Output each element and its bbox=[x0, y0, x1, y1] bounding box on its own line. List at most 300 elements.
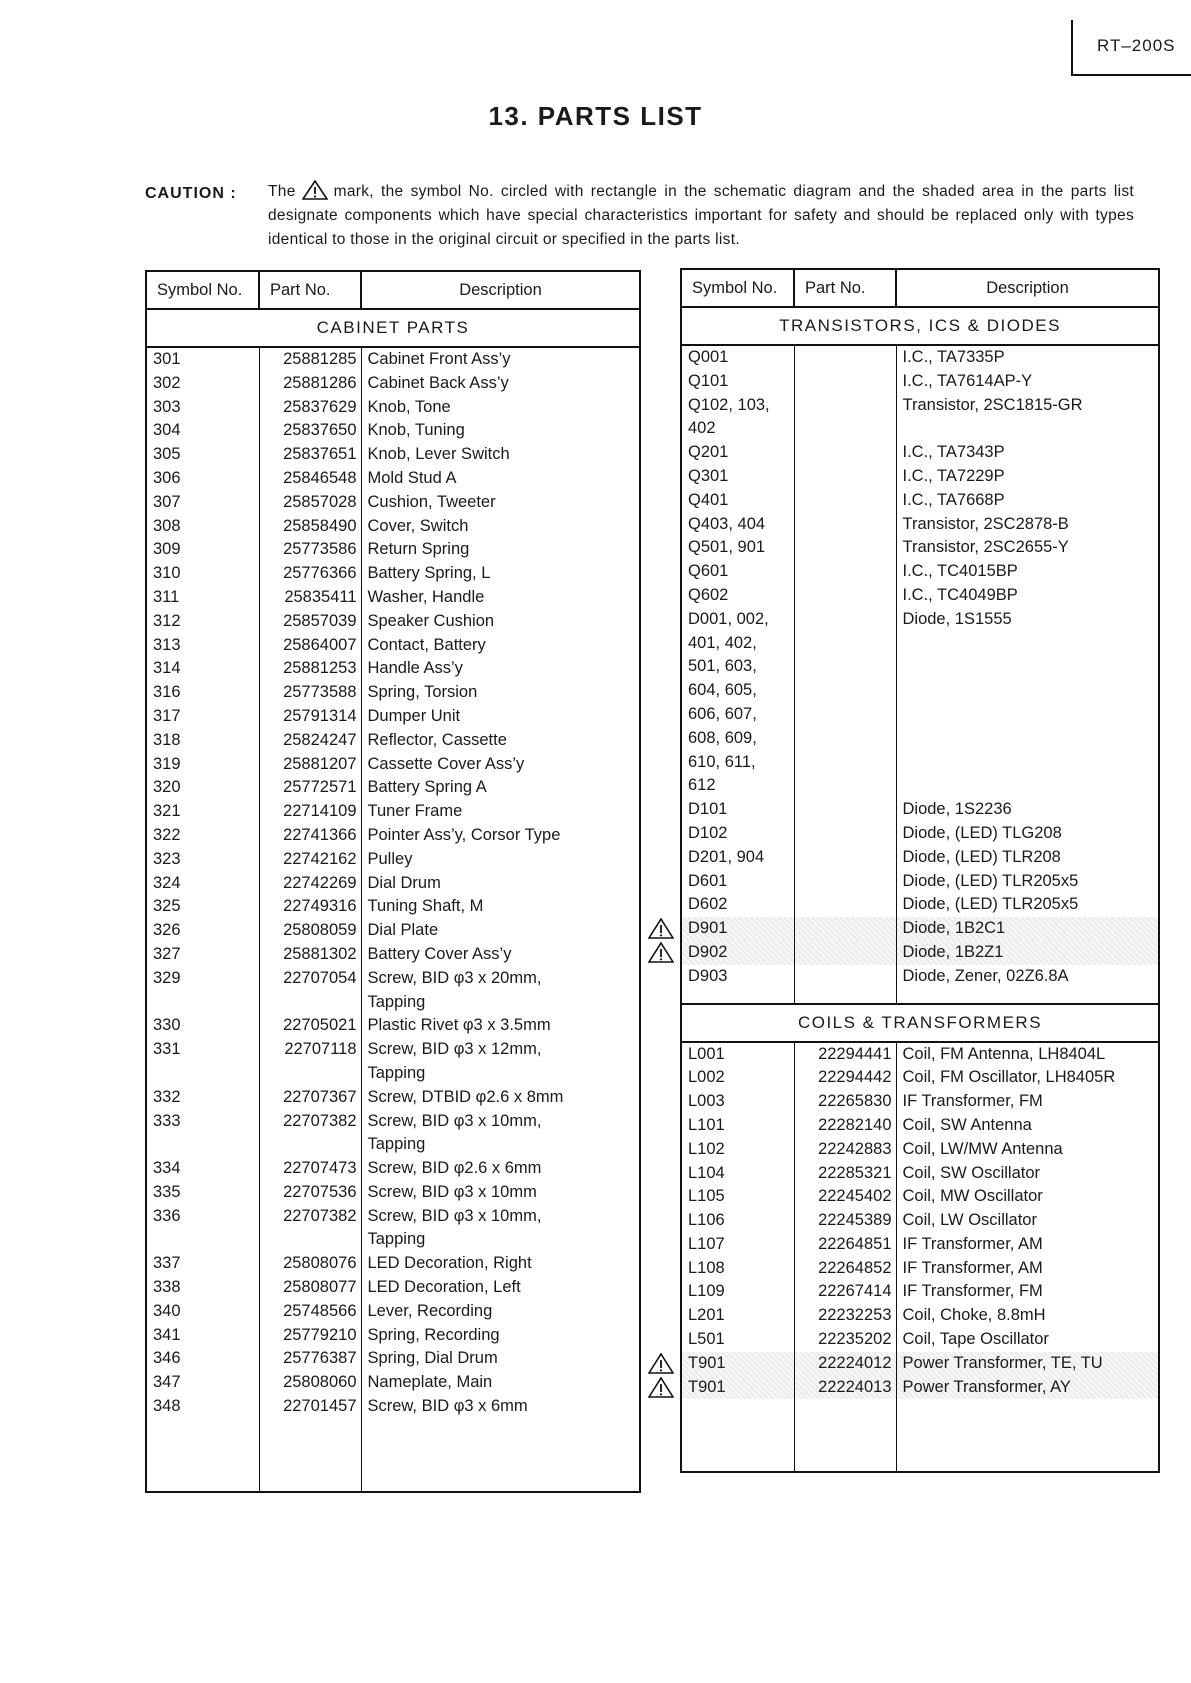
table-row bbox=[146, 1038, 640, 1062]
table-row bbox=[681, 1090, 1159, 1114]
description-cell-text: Screw, BID φ3 x 10mm bbox=[367, 1182, 537, 1201]
part-number-cell-text: 22707473 bbox=[283, 1159, 357, 1178]
description-cell-text: Coil, FM Oscillator, LH8405R bbox=[902, 1068, 1116, 1087]
description-cell bbox=[896, 679, 1159, 703]
description-cell-text: Screw, BID φ3 x 12mm, bbox=[367, 1040, 542, 1059]
description-cell bbox=[896, 703, 1159, 727]
symbol-cell-text: 318 bbox=[153, 730, 181, 749]
description-cell bbox=[361, 919, 640, 943]
part-number-cell bbox=[259, 1395, 361, 1419]
table-row bbox=[146, 943, 640, 967]
symbol-cell-text: 304 bbox=[153, 421, 181, 440]
symbol-cell-text: 321 bbox=[153, 802, 181, 821]
part-number-cell-text: 22232253 bbox=[818, 1306, 892, 1325]
description-cell bbox=[361, 1276, 640, 1300]
symbol-cell-text: Q403, 404 bbox=[688, 514, 766, 533]
part-number-cell-text: 25881253 bbox=[283, 659, 357, 678]
symbol-cell bbox=[681, 465, 794, 489]
symbol-cell bbox=[681, 798, 794, 822]
symbol-cell bbox=[681, 751, 794, 775]
part-number-cell-text: 25837629 bbox=[283, 397, 357, 416]
part-number-cell-text: 22294442 bbox=[818, 1068, 892, 1087]
description-cell-text: LED Decoration, Right bbox=[367, 1254, 532, 1273]
symbol-cell bbox=[146, 967, 259, 991]
empty-cell bbox=[794, 989, 896, 1004]
part-number-cell bbox=[259, 1324, 361, 1348]
model-number-box bbox=[1071, 20, 1191, 76]
caution-text bbox=[268, 180, 1134, 252]
part-number-cell-text: 25808060 bbox=[283, 1373, 357, 1392]
part-number-cell-text: 25881285 bbox=[283, 350, 357, 368]
description-cell bbox=[896, 345, 1159, 370]
description-cell bbox=[896, 941, 1159, 965]
part-number-cell bbox=[259, 1038, 361, 1062]
table-row bbox=[146, 657, 640, 681]
part-number-cell bbox=[259, 681, 361, 705]
symbol-cell bbox=[681, 489, 794, 513]
page-title: 13. PARTS LIST bbox=[488, 101, 703, 131]
description-cell bbox=[361, 396, 640, 420]
part-column-header: Part No. bbox=[259, 271, 361, 309]
part-number-cell bbox=[259, 753, 361, 777]
part-number-cell bbox=[259, 1062, 361, 1086]
symbol-cell bbox=[146, 753, 259, 777]
symbol-cell-text: 338 bbox=[153, 1278, 181, 1297]
table-row bbox=[146, 1324, 640, 1348]
table-row bbox=[146, 1276, 640, 1300]
symbol-cell bbox=[146, 872, 259, 896]
description-cell bbox=[896, 655, 1159, 679]
description-cell-text: Knob, Tone bbox=[367, 397, 451, 416]
symbol-cell bbox=[146, 419, 259, 443]
table-row bbox=[146, 634, 640, 658]
description-cell-text: Screw, BID φ3 x 6mm bbox=[367, 1397, 528, 1416]
part-number-cell bbox=[794, 1376, 896, 1400]
symbol-cell-text: Q101 bbox=[688, 371, 729, 390]
table-row bbox=[681, 870, 1159, 894]
description-cell-text: IF Transformer, AM bbox=[902, 1258, 1043, 1277]
symbol-cell bbox=[681, 1066, 794, 1090]
description-cell bbox=[896, 798, 1159, 822]
symbol-cell bbox=[681, 1162, 794, 1186]
symbol-cell bbox=[146, 943, 259, 967]
table-row bbox=[681, 536, 1159, 560]
part-number-cell bbox=[794, 1304, 896, 1328]
part-number-cell bbox=[794, 1209, 896, 1233]
table-row bbox=[146, 824, 640, 848]
table-row bbox=[681, 822, 1159, 846]
part-number-cell-text: 25858490 bbox=[283, 516, 357, 535]
part-number-cell bbox=[259, 347, 361, 372]
part-number-cell bbox=[259, 419, 361, 443]
part-number-cell bbox=[794, 1280, 896, 1304]
part-number-cell bbox=[794, 632, 896, 656]
symbol-cell-text: Q501, 901 bbox=[688, 538, 766, 557]
part-number-cell bbox=[259, 1371, 361, 1395]
symbol-cell-text: 325 bbox=[153, 897, 181, 916]
electrical-parts-table bbox=[680, 268, 1160, 1473]
part-number-cell bbox=[794, 441, 896, 465]
part-number-cell bbox=[259, 705, 361, 729]
part-number-cell bbox=[259, 967, 361, 991]
symbol-cell-text: 305 bbox=[153, 445, 181, 464]
symbol-cell bbox=[146, 1157, 259, 1181]
description-cell-text: Diode, (LED) TLR208 bbox=[902, 847, 1061, 866]
part-number-cell bbox=[794, 394, 896, 418]
table-row bbox=[146, 1205, 640, 1229]
description-cell bbox=[361, 586, 640, 610]
description-cell bbox=[361, 800, 640, 824]
description-column-header: Description bbox=[361, 271, 640, 309]
table-row bbox=[146, 872, 640, 896]
symbol-cell-text: 610, 611, bbox=[688, 752, 756, 771]
symbol-cell-text: 320 bbox=[153, 778, 181, 797]
part-number-cell bbox=[794, 1090, 896, 1114]
symbol-cell-text: 331 bbox=[153, 1040, 181, 1059]
symbol-cell-text: L102 bbox=[688, 1139, 725, 1158]
description-cell bbox=[361, 1038, 640, 1062]
symbol-cell bbox=[146, 562, 259, 586]
symbol-cell-text: 312 bbox=[153, 611, 181, 630]
symbol-column-header: Symbol No. bbox=[146, 271, 259, 309]
symbol-cell bbox=[146, 1276, 259, 1300]
description-cell-text: Diode, 1B2C1 bbox=[902, 919, 1006, 938]
table-row bbox=[681, 465, 1159, 489]
symbol-cell-text: D101 bbox=[688, 800, 728, 819]
description-cell-text: Coil, Choke, 8.8mH bbox=[902, 1306, 1046, 1325]
description-cell bbox=[361, 681, 640, 705]
symbol-cell bbox=[681, 417, 794, 441]
symbol-cell bbox=[146, 1086, 259, 1110]
part-number-cell bbox=[794, 965, 896, 989]
symbol-cell bbox=[681, 1090, 794, 1114]
part-number-cell-text: 22707536 bbox=[283, 1182, 357, 1201]
part-number-cell-text: 25776366 bbox=[283, 564, 357, 583]
table-row bbox=[146, 610, 640, 634]
symbol-cell bbox=[146, 1228, 259, 1252]
part-number-cell bbox=[259, 1276, 361, 1300]
part-number-cell bbox=[259, 1228, 361, 1252]
part-number-cell-text: 22224012 bbox=[818, 1353, 892, 1372]
part-number-cell-text: 22707118 bbox=[284, 1040, 357, 1059]
symbol-cell bbox=[681, 941, 794, 965]
description-cell bbox=[361, 895, 640, 919]
symbol-cell-text: 324 bbox=[153, 873, 181, 892]
description-cell-text: Tapping bbox=[367, 1135, 426, 1154]
description-cell bbox=[361, 1110, 640, 1134]
description-cell-text: Coil, SW Oscillator bbox=[902, 1163, 1041, 1182]
description-cell-text: Diode, 1B2Z1 bbox=[902, 942, 1004, 961]
part-number-cell-text: 25791314 bbox=[283, 706, 357, 725]
part-number-cell-text: 25881207 bbox=[283, 754, 357, 773]
symbol-cell-text: D001, 002, bbox=[688, 609, 769, 628]
table-row bbox=[146, 776, 640, 800]
symbol-cell bbox=[681, 1376, 794, 1400]
part-number-cell bbox=[794, 917, 896, 941]
table-row bbox=[146, 1347, 640, 1371]
symbol-cell-text: 310 bbox=[153, 564, 181, 583]
description-cell-text: Mold Stud A bbox=[367, 468, 457, 487]
description-cell bbox=[896, 870, 1159, 894]
table-spacer-row bbox=[681, 1399, 1159, 1472]
description-cell-text: I.C., TA7335P bbox=[902, 348, 1005, 366]
description-cell-text: Washer, Handle bbox=[367, 587, 485, 606]
symbol-cell-text: 303 bbox=[153, 397, 181, 416]
part-number-cell-text: 22264851 bbox=[818, 1234, 892, 1253]
table-row bbox=[146, 538, 640, 562]
table-row bbox=[681, 798, 1159, 822]
symbol-cell-text: 306 bbox=[153, 468, 181, 487]
table-row bbox=[681, 774, 1159, 798]
table-row bbox=[146, 1086, 640, 1110]
description-cell bbox=[361, 443, 640, 467]
table-row bbox=[146, 729, 640, 753]
part-number-cell-text: 22245402 bbox=[818, 1187, 892, 1206]
table-row bbox=[681, 965, 1159, 989]
symbol-cell bbox=[681, 1328, 794, 1352]
part-number-cell-text: 22742269 bbox=[283, 873, 357, 892]
symbol-cell-text: Q602 bbox=[688, 585, 729, 604]
symbol-cell bbox=[681, 1185, 794, 1209]
part-number-cell-text: 25881286 bbox=[283, 373, 357, 392]
symbol-cell-text: 612 bbox=[688, 776, 716, 795]
description-cell-text: IF Transformer, FM bbox=[902, 1282, 1043, 1301]
part-number-cell bbox=[794, 798, 896, 822]
symbol-cell bbox=[146, 681, 259, 705]
symbol-cell-text: 309 bbox=[153, 540, 181, 559]
table-row bbox=[146, 586, 640, 610]
description-cell-text: Nameplate, Main bbox=[367, 1373, 493, 1392]
symbol-cell-text: 302 bbox=[153, 373, 181, 392]
empty-cell bbox=[361, 1419, 640, 1492]
part-number-cell-text: 25808076 bbox=[283, 1254, 357, 1273]
empty-cell bbox=[259, 1419, 361, 1492]
model-number: RT–200S bbox=[1097, 36, 1176, 55]
symbol-cell bbox=[146, 1324, 259, 1348]
caution-text-after: mark, the symbol No. circled with rectangle in the schematic diagram and the shaded area in the parts list designate components which have special characteristics important for safety and should be replaced only with types identical to those in the original circuit or specified in the parts list. bbox=[268, 183, 1134, 248]
symbol-cell-text: 329 bbox=[153, 968, 181, 987]
symbol-cell bbox=[146, 634, 259, 658]
table-row bbox=[681, 608, 1159, 632]
part-number-cell bbox=[259, 895, 361, 919]
part-number-cell bbox=[794, 1185, 896, 1209]
description-cell bbox=[361, 1300, 640, 1324]
symbol-cell bbox=[146, 1205, 259, 1229]
symbol-cell bbox=[146, 443, 259, 467]
description-cell bbox=[361, 1014, 640, 1038]
description-cell-text: Pointer Ass’y, Corsor Type bbox=[367, 825, 561, 844]
part-number-cell-text: 22741366 bbox=[283, 825, 357, 844]
description-cell bbox=[896, 441, 1159, 465]
description-cell-text: Diode, (LED) TLR205x5 bbox=[902, 895, 1079, 914]
symbol-cell bbox=[146, 848, 259, 872]
table-row bbox=[146, 347, 640, 372]
symbol-cell bbox=[146, 1038, 259, 1062]
part-number-cell bbox=[259, 919, 361, 943]
part-number-cell bbox=[259, 824, 361, 848]
table-row bbox=[146, 1014, 640, 1038]
part-number-cell-text: 25772571 bbox=[283, 778, 357, 797]
warning-triangle-icon bbox=[648, 918, 674, 939]
description-cell-text: Coil, LW Oscillator bbox=[902, 1211, 1037, 1230]
symbol-cell bbox=[681, 917, 794, 941]
table-row bbox=[681, 846, 1159, 870]
part-number-cell bbox=[259, 991, 361, 1015]
description-cell bbox=[896, 513, 1159, 537]
description-cell bbox=[896, 1233, 1159, 1257]
symbol-cell bbox=[681, 1233, 794, 1257]
symbol-cell bbox=[146, 1371, 259, 1395]
description-cell bbox=[896, 727, 1159, 751]
symbol-cell-text: 301 bbox=[153, 350, 181, 368]
part-number-cell-text: 22707382 bbox=[283, 1206, 357, 1225]
symbol-cell bbox=[146, 372, 259, 396]
description-cell-text: Spring, Torsion bbox=[367, 683, 478, 702]
description-cell-text: Power Transformer, AY bbox=[902, 1377, 1071, 1396]
table-row bbox=[146, 895, 640, 919]
part-number-cell bbox=[259, 443, 361, 467]
symbol-cell bbox=[681, 822, 794, 846]
symbol-cell bbox=[681, 513, 794, 537]
table-row bbox=[681, 1257, 1159, 1281]
table-row bbox=[146, 1395, 640, 1419]
part-number-cell bbox=[259, 872, 361, 896]
symbol-cell bbox=[146, 800, 259, 824]
description-cell bbox=[361, 729, 640, 753]
symbol-cell bbox=[146, 1133, 259, 1157]
symbol-cell-text: L104 bbox=[688, 1163, 725, 1182]
part-number-cell bbox=[259, 1086, 361, 1110]
symbol-cell bbox=[146, 991, 259, 1015]
part-number-cell bbox=[794, 1114, 896, 1138]
table-row bbox=[681, 441, 1159, 465]
symbol-cell-text: D601 bbox=[688, 871, 728, 890]
part-number-cell bbox=[259, 943, 361, 967]
symbol-cell bbox=[681, 1042, 794, 1067]
table-row bbox=[146, 515, 640, 539]
table-row bbox=[146, 681, 640, 705]
part-number-cell bbox=[794, 774, 896, 798]
symbol-cell-text: 323 bbox=[153, 849, 181, 868]
symbol-cell-text: D602 bbox=[688, 895, 728, 914]
symbol-cell bbox=[146, 919, 259, 943]
table-row bbox=[146, 1252, 640, 1276]
symbol-cell bbox=[146, 895, 259, 919]
cabinet-parts-table bbox=[145, 270, 641, 1493]
part-number-cell bbox=[259, 1014, 361, 1038]
symbol-cell-text: 347 bbox=[153, 1373, 181, 1392]
part-number-cell-text: 25846548 bbox=[283, 468, 357, 487]
part-number-cell bbox=[259, 1252, 361, 1276]
description-cell-text: Transistor, 2SC2655-Y bbox=[902, 538, 1069, 557]
part-number-cell-text: 25808059 bbox=[283, 921, 357, 940]
part-number-cell-text: 25776387 bbox=[283, 1349, 357, 1368]
description-cell bbox=[361, 991, 640, 1015]
description-cell bbox=[896, 1280, 1159, 1304]
symbol-cell bbox=[681, 370, 794, 394]
description-cell-text: Plastic Rivet φ3 x 3.5mm bbox=[367, 1016, 551, 1035]
caution-label: CAUTION : bbox=[145, 185, 237, 202]
part-number-cell bbox=[794, 1066, 896, 1090]
description-cell-text: Transistor, 2SC1815-GR bbox=[902, 395, 1083, 414]
section-title: COILS & TRANSFORMERS bbox=[681, 1004, 1159, 1042]
description-cell-text: Return Spring bbox=[367, 540, 470, 559]
table-row bbox=[681, 370, 1159, 394]
symbol-cell bbox=[681, 441, 794, 465]
symbol-cell-text: 326 bbox=[153, 921, 181, 940]
description-cell-text: Screw, BID φ2.6 x 6mm bbox=[367, 1159, 542, 1178]
symbol-cell bbox=[681, 727, 794, 751]
symbol-cell-text: 314 bbox=[153, 659, 181, 678]
table-row bbox=[681, 632, 1159, 656]
symbol-cell-text: L101 bbox=[688, 1115, 725, 1134]
part-number-cell bbox=[794, 536, 896, 560]
symbol-cell bbox=[146, 515, 259, 539]
description-cell-text: Coil, Tape Oscillator bbox=[902, 1330, 1049, 1349]
part-number-cell-text: 22264852 bbox=[818, 1258, 892, 1277]
symbol-cell bbox=[681, 584, 794, 608]
description-cell-text: Tapping bbox=[367, 1063, 426, 1082]
table-row bbox=[681, 1233, 1159, 1257]
description-cell-text: Tuning Shaft, M bbox=[367, 897, 484, 916]
part-number-cell-text: 25773586 bbox=[283, 540, 357, 559]
symbol-cell-text: D903 bbox=[688, 966, 728, 985]
symbol-cell-text: 333 bbox=[153, 1111, 181, 1130]
part-number-cell-text: 22707367 bbox=[283, 1087, 357, 1106]
part-number-cell-text: 22267414 bbox=[818, 1282, 892, 1301]
part-number-cell-text: 25864007 bbox=[283, 635, 357, 654]
symbol-cell bbox=[146, 538, 259, 562]
table-row bbox=[681, 489, 1159, 513]
part-number-cell-text: 25881302 bbox=[283, 944, 357, 963]
table-row bbox=[146, 1371, 640, 1395]
table-row bbox=[681, 655, 1159, 679]
description-cell bbox=[896, 751, 1159, 775]
table-row bbox=[146, 467, 640, 491]
table-row bbox=[681, 1376, 1159, 1400]
table-row bbox=[146, 1133, 640, 1157]
description-cell-text: Spring, Recording bbox=[367, 1325, 500, 1344]
part-number-cell bbox=[794, 417, 896, 441]
table-row bbox=[146, 848, 640, 872]
symbol-cell bbox=[146, 610, 259, 634]
table-row bbox=[681, 1185, 1159, 1209]
description-cell bbox=[361, 872, 640, 896]
description-cell-text: I.C., TC4015BP bbox=[902, 562, 1018, 581]
part-number-cell bbox=[259, 729, 361, 753]
symbol-cell-text: Q401 bbox=[688, 490, 729, 509]
description-cell-text: Tuner Frame bbox=[367, 802, 463, 821]
part-number-cell-text: 22705021 bbox=[283, 1016, 357, 1035]
table-row bbox=[146, 1300, 640, 1324]
description-cell bbox=[896, 1376, 1159, 1400]
table-row bbox=[146, 396, 640, 420]
symbol-cell-text: Q601 bbox=[688, 562, 729, 581]
symbol-cell-text: 608, 609, bbox=[688, 728, 757, 747]
table-row bbox=[146, 705, 640, 729]
description-cell bbox=[361, 1062, 640, 1086]
description-cell-text: Dumper Unit bbox=[367, 706, 461, 725]
part-number-cell bbox=[794, 584, 896, 608]
section-title: TRANSISTORS, ICS & DIODES bbox=[681, 307, 1159, 345]
empty-cell bbox=[794, 1399, 896, 1472]
table-row bbox=[681, 751, 1159, 775]
symbol-cell-text: D102 bbox=[688, 823, 728, 842]
description-cell-text: I.C., TA7343P bbox=[902, 443, 1005, 462]
part-number-cell bbox=[259, 586, 361, 610]
part-number-cell bbox=[259, 1110, 361, 1134]
symbol-cell-text: 336 bbox=[153, 1206, 181, 1225]
